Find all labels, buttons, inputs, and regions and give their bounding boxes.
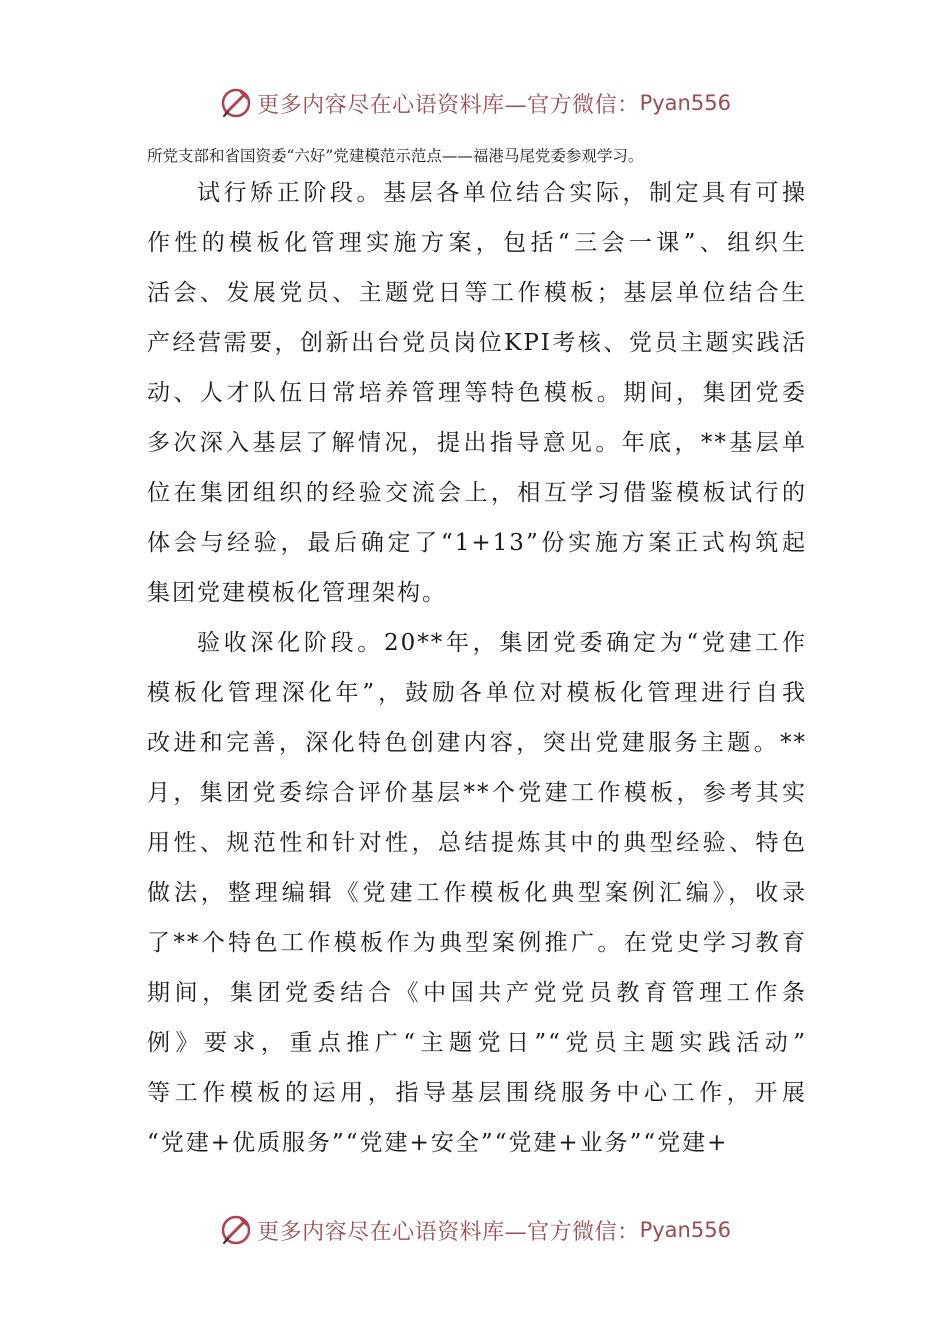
paragraph-line: 等工作模板的运用，指导基层围绕服务中心工作，开展 — [147, 1080, 807, 1106]
paragraph-line: 多次深入基层了解情况，提出指导意见。年底，**基层单 — [147, 430, 807, 456]
paragraph-line: 了**个特色工作模板作为典型案例推广。在党史学习教育 — [147, 930, 807, 956]
banner-wechat-id: Pyan556 — [639, 1218, 731, 1242]
paragraph-line: “党建+优质服务”“党建+安全”“党建+业务”“党建+ — [147, 1130, 729, 1156]
header-banner — [0, 78, 950, 128]
banner-text: 更多内容尽在心语资料库—官方微信： — [257, 92, 640, 118]
paragraph-trial-stage — [147, 168, 807, 618]
paragraph-line: 用性、规范性和针对性，总结提炼其中的典型经验、特色 — [147, 830, 807, 856]
paragraph-line: 集团党建模板化管理架构。 — [147, 580, 447, 606]
paragraph-line: 做法，整理编辑《党建工作模板化典型案例汇编》，收录 — [147, 880, 807, 906]
paragraph-line: 模板化管理深化年”，鼓励各单位对模板化管理进行自我 — [147, 680, 807, 706]
paragraph-line: 试行矫正阶段。基层各单位结合实际，制定具有可操 — [197, 180, 807, 206]
banner-text: 更多内容尽在心语资料库—官方微信： — [257, 1219, 640, 1245]
paragraph-line: 动、人才队伍日常培养管理等特色模板。期间，集团党委 — [147, 380, 807, 406]
paragraph-line: 期间，集团党委结合《中国共产党党员教育管理工作条 — [147, 980, 807, 1006]
paragraph-line: 例》要求，重点推广“主题党日”“党员主题实践活动” — [147, 1030, 807, 1056]
paragraph-line: 体会与经验，最后确定了“1+13”份实施方案正式构筑起 — [147, 530, 807, 556]
lead-line: 所党支部和省国资委“六好”党建模范示范点——福港马尾党委参观学习。 — [147, 147, 644, 165]
paragraph-acceptance-stage — [147, 618, 807, 1168]
paragraph-line: 月，集团党委综合评价基层**个党建工作模板，参考其实 — [147, 780, 807, 806]
paragraph-line: 作性的模板化管理实施方案，包括“三会一课”、组织生 — [147, 230, 807, 256]
banner-wechat-id: Pyan556 — [639, 91, 731, 115]
paragraph-line: 活会、发展党员、主题党日等工作模板；基层单位结合生 — [147, 280, 807, 306]
paragraph-line: 改进和完善，深化特色创建内容，突出党建服务主题。** — [147, 730, 807, 756]
paragraph-line: 位在集团组织的经验交流会上，相互学习借鉴模板试行的 — [147, 480, 807, 506]
pen-logo-icon — [219, 86, 253, 120]
paragraph-line: 验收深化阶段。20**年，集团党委确定为“党建工作 — [197, 630, 807, 656]
pen-logo-icon — [219, 1213, 253, 1247]
footer-banner — [0, 1205, 950, 1255]
paragraph-line: 产经营需要，创新出台党员岗位KPI考核、党员主题实践活 — [147, 330, 807, 356]
